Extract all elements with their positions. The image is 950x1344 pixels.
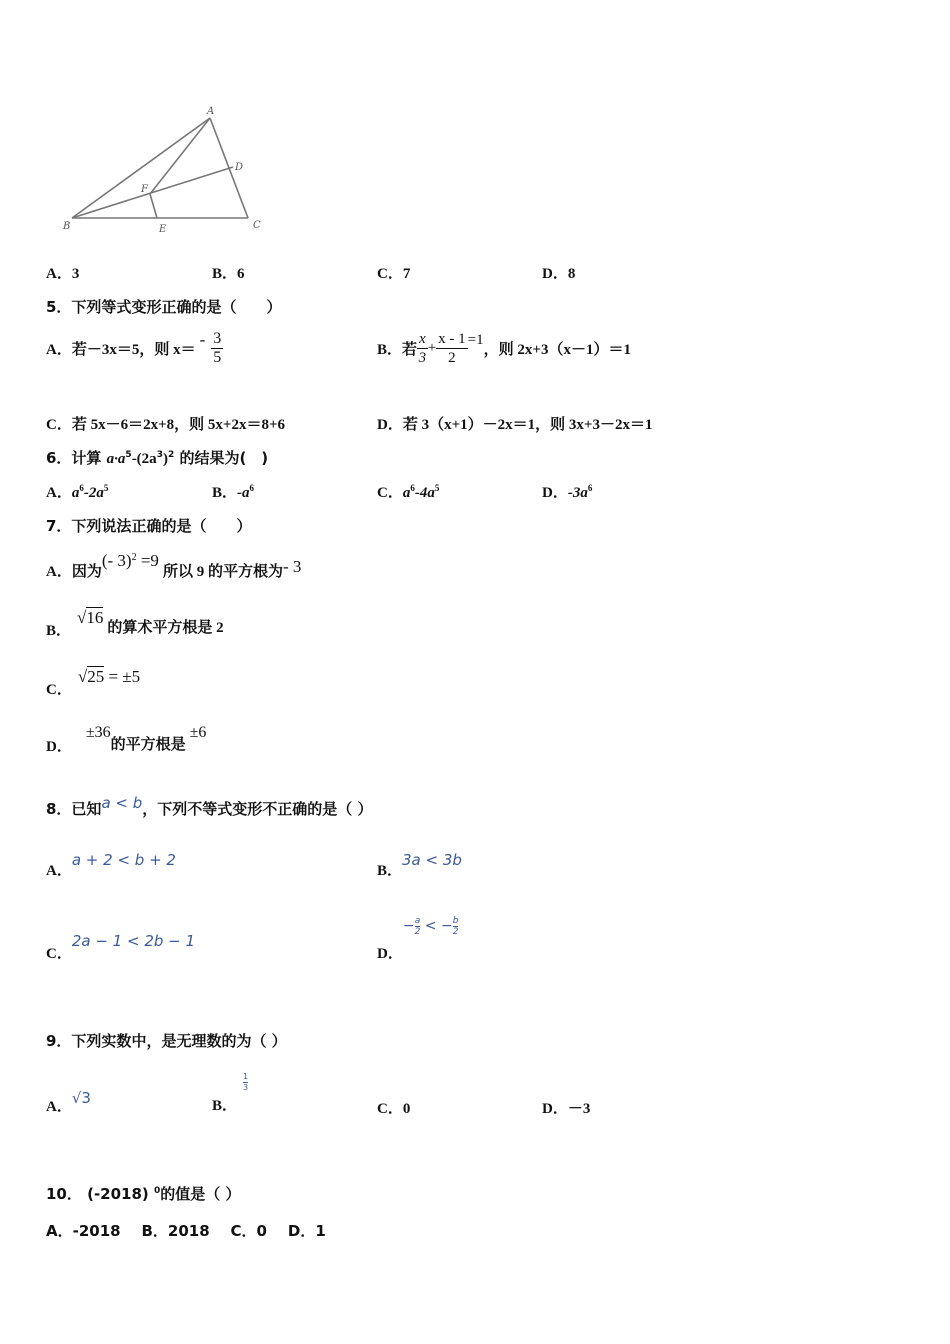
q7-option-d[interactable]: D．±36的平方根是±6	[46, 724, 207, 755]
q10-stem: 10． (-2018) $^0$的值是（ ）	[46, 1185, 241, 1203]
q8-option-c[interactable]: C．2a − 1 < 2b − 1	[46, 932, 196, 962]
label-c: C	[253, 220, 261, 231]
label-e: E	[159, 224, 167, 235]
q8-option-a[interactable]: A．a + 2 < b + 2	[46, 851, 176, 879]
q4-option-d[interactable]: D．8	[542, 266, 576, 282]
q9-stem: 9．下列实数中，是无理数的为（ ）	[46, 1032, 287, 1050]
q4-option-b[interactable]: B．6	[212, 266, 245, 282]
q7-option-c[interactable]: C．√25 = ±5	[46, 667, 141, 698]
q9-option-a[interactable]: A．√3	[46, 1089, 91, 1115]
q6-option-b[interactable]: B．$-a^6$	[212, 483, 255, 501]
q6-option-c[interactable]: C．$a^6-4a^5$	[377, 483, 440, 501]
q5-option-a[interactable]: A．若－3x＝5，则 x＝- $\frac{3}{5}$	[46, 330, 222, 366]
label-f: F	[141, 184, 148, 195]
q6-stem: 6．计算 $a\cdot a^5-(2a^3)^2$ 的结果为( )	[46, 449, 269, 467]
q5-option-b[interactable]: B．若 $\frac{x}{3}$ + $\frac{x - 1}{2}$ =1，则 2x+3（x－1）＝1	[377, 331, 631, 366]
q6-option-a[interactable]: A．$a^6-2a^5$	[46, 483, 109, 501]
q9-option-b[interactable]: B． $\frac{1}{3}$	[212, 1072, 249, 1114]
q5-stem: 5．下列等式变形正确的是（ ）	[46, 298, 282, 316]
q9-option-c[interactable]: C．0	[377, 1101, 411, 1117]
q5-option-d[interactable]: D．若 3（x+1）－2x＝1，则 3x+3－2x＝1	[377, 417, 653, 433]
q4-option-a[interactable]: A．3	[46, 266, 80, 282]
q8-option-d[interactable]: D．− $\frac{a}{2}$ < − $\frac{b}{2}$	[377, 916, 459, 962]
q4-option-c[interactable]: C．7	[377, 266, 411, 282]
q7-option-a[interactable]: A．因为(- 3)$^2$ =9所以 9 的平方根为- 3	[46, 551, 302, 580]
q6-option-d[interactable]: D．$-3a^6$	[542, 483, 593, 501]
label-a: A	[207, 106, 215, 117]
q9-option-d[interactable]: D．－3	[542, 1101, 591, 1117]
triangle-figure	[55, 100, 280, 240]
q5-option-c[interactable]: C．若 5x－6＝2x+8，则 5x+2x＝8+6	[46, 417, 285, 433]
q8-stem: 8．已知a < b，下列不等式变形不正确的是（ ）	[46, 794, 373, 818]
q7-stem: 7．下列说法正确的是（ ）	[46, 517, 252, 535]
label-d: D	[235, 162, 244, 173]
label-b: B	[63, 221, 71, 232]
q10-options[interactable]: A．-2018 B．2018 C．0 D．1	[46, 1222, 326, 1240]
q7-option-b[interactable]: B．√16的算术平方根是 2	[46, 608, 224, 639]
q8-option-b[interactable]: B．3a < 3b	[377, 851, 462, 879]
